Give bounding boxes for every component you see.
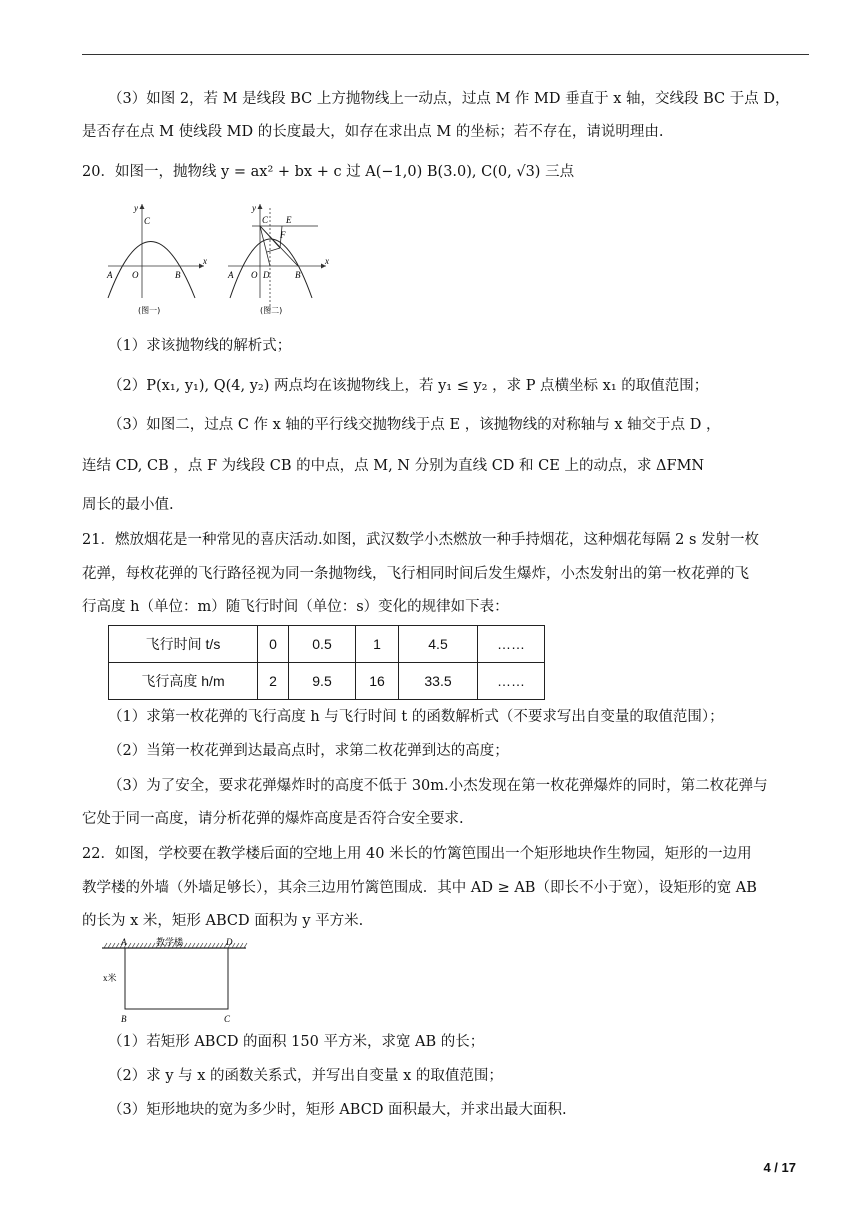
q21-part3-line2: 它处于同一高度，请分析花弹的爆炸高度是否符合安全要求. (82, 811, 464, 827)
hatch-stroke (152, 943, 155, 948)
q20-part1: （1）求该抛物线的解析式； (108, 338, 292, 354)
hatch-stroke (108, 943, 111, 948)
q19-part3-line1: （3）如图 2，若 M 是线段 BC 上方抛物线上一动点，过点 M 作 MD 垂直于 x 轴，交线段 BC 于点 D， (108, 91, 790, 107)
table-cell: 0.5 (289, 626, 356, 663)
q22-line3: 的长为 x 米，矩形 ABCD 面积为 y 平方米. (82, 913, 364, 929)
y-axis-arrow (258, 204, 263, 209)
q21-part2: （2）当第一枚花弹到达最高点时，求第二枚花弹到达的高度； (108, 743, 509, 759)
q21-part1: （1）求第一枚花弹的飞行高度 h 与飞行时间 t 的函数解析式（不要求写出自变量的取值范围）； (108, 709, 724, 725)
hatch-stroke (208, 943, 211, 948)
origin-label: O (132, 270, 139, 280)
table-cell: 1 (356, 626, 399, 663)
point-D-label: D (263, 270, 270, 280)
figure-two-caption: (图二) (260, 306, 283, 315)
table-cell: 4.5 (399, 626, 478, 663)
q20-part3-line2: 连结 CD, CB ，点 F 为线段 CB 的中点，点 M, N 分别为直线 CD 和 CE 上的动点，求 ΔFMN (82, 458, 705, 474)
table-cell: 2 (258, 663, 289, 700)
hatch-stroke (204, 943, 207, 948)
q21-line3: 行高度 h（单位：m）随飞行时间（单位：s）变化的规律如下表： (82, 599, 509, 615)
hatch-stroke (200, 943, 203, 948)
table-row-height (109, 663, 545, 700)
q19-part3-line2: 是否存在点 M 使线段 MD 的长度最大，如存在求出点 M 的坐标；若不存在，请说明理由. (82, 124, 664, 140)
parabola-curve (108, 242, 195, 299)
y-axis-arrow (140, 204, 145, 209)
garden-rectangle-figure (100, 936, 250, 1024)
figure-one-caption: (图一) (138, 306, 161, 315)
point-F-label: F (280, 230, 286, 240)
building-label: 教学楼 (156, 938, 184, 948)
hatch-stroke (192, 943, 195, 948)
q22-line1: 22．如图，学校要在教学楼后面的空地上用 40 米长的竹篱笆围出一个矩形地块作生物园，矩形的一边用 (82, 846, 752, 862)
hatch-stroke (112, 943, 115, 948)
q22-part2: （2）求 y 与 x 的函数关系式，并写出自变量 x 的取值范围； (108, 1068, 503, 1084)
hatch-stroke (220, 943, 223, 948)
hatch-stroke (188, 943, 191, 948)
point-C-label: C (144, 216, 151, 226)
hatch-stroke (148, 943, 151, 948)
point-D-label: D (226, 937, 233, 947)
hatch-stroke (104, 943, 107, 948)
point-A-label: A (121, 937, 127, 947)
q20-stem: 20．如图一，抛物线 y = ax² + bx + c 过 A(−1,0) B(3.0), C(0, √3) 三点 (82, 164, 575, 180)
hatch-stroke (216, 943, 219, 948)
q20-part3-line3: 周长的最小值. (82, 497, 174, 513)
side-length-label: x米 (103, 973, 117, 983)
hatch-stroke (244, 943, 247, 948)
point-E-label: E (286, 215, 292, 225)
table-cell: 飞行高度 h/m (109, 663, 258, 700)
q21-line1: 21．燃放烟花是一种常见的喜庆活动.如图，武汉数学小杰燃放一种手持烟花，这种烟花每隔 2 s 发射一枚 (82, 532, 760, 548)
figure-one-parabola (100, 200, 212, 320)
rectangle-ABCD (125, 948, 228, 1009)
hatch-stroke (212, 943, 215, 948)
segment-FM (267, 248, 280, 252)
q22-line2: 教学楼的外墙（外墙足够长），其余三边用竹篱笆围成．其中 AD ≥ AB（即长不小于宽），设矩形的宽 AB (82, 880, 757, 896)
point-A-label: A (107, 270, 113, 280)
point-C-label: C (262, 215, 269, 225)
point-A-label: A (228, 270, 234, 280)
parabola-curve (230, 239, 312, 298)
header-rule (82, 54, 809, 55)
figure-two-parabola (222, 200, 334, 320)
table-cell: 9.5 (289, 663, 356, 700)
hatch-stroke (196, 943, 199, 948)
hatch-stroke (116, 943, 119, 948)
table-cell: 飞行时间 t/s (109, 626, 258, 663)
hatch-stroke (140, 943, 143, 948)
page-number: 4 / 17 (763, 1160, 796, 1175)
table-cell: 0 (258, 626, 289, 663)
q22-part1: （1）若矩形 ABCD 的面积 150 平方米，求宽 AB 的长； (108, 1034, 485, 1050)
y-axis-label: y (134, 203, 138, 213)
x-axis-label: x (203, 256, 207, 266)
table-cell: 33.5 (399, 663, 478, 700)
x-axis-label: x (325, 256, 329, 266)
q21-part3-line1: （3）为了安全，要求花弹爆炸时的高度不低于 30m.小杰发现在第一枚花弹爆炸的同时，第二枚花弹与 (108, 778, 768, 794)
hatch-stroke (132, 943, 135, 948)
q22-part3: （3）矩形地块的宽为多少时，矩形 ABCD 面积最大，并求出最大面积. (108, 1102, 567, 1118)
flight-data-table (108, 625, 545, 700)
table-cell: …… (478, 663, 545, 700)
hatch-stroke (144, 943, 147, 948)
q21-line2: 花弹，每枚花弹的飞行路径视为同一条抛物线，飞行相同时间后发生爆炸，小杰发射出的第一枚花弹的飞 (82, 566, 749, 582)
hatch-stroke (136, 943, 139, 948)
origin-label: O (251, 270, 258, 280)
table-cell: …… (478, 626, 545, 663)
table-row-time (109, 626, 545, 663)
point-B-label: B (295, 270, 301, 280)
point-B-label: B (121, 1014, 127, 1024)
hatch-stroke (240, 943, 243, 948)
hatch-stroke (184, 943, 187, 948)
point-C-label: C (224, 1014, 231, 1024)
hatch-stroke (128, 943, 131, 948)
table-cell: 16 (356, 663, 399, 700)
y-axis-label: y (252, 203, 256, 213)
q20-part3-line1: （3）如图二，过点 C 作 x 轴的平行线交抛物线于点 E ，该抛物线的对称轴与 x 轴交于点 D ， (108, 417, 721, 433)
q20-part2: （2）P(x₁, y₁), Q(4, y₂) 两点均在该抛物线上，若 y₁ ≤ y₂ ，求 P 点横坐标 x₁ 的取值范围； (108, 378, 709, 394)
hatch-stroke (236, 943, 239, 948)
point-B-label: B (175, 270, 181, 280)
